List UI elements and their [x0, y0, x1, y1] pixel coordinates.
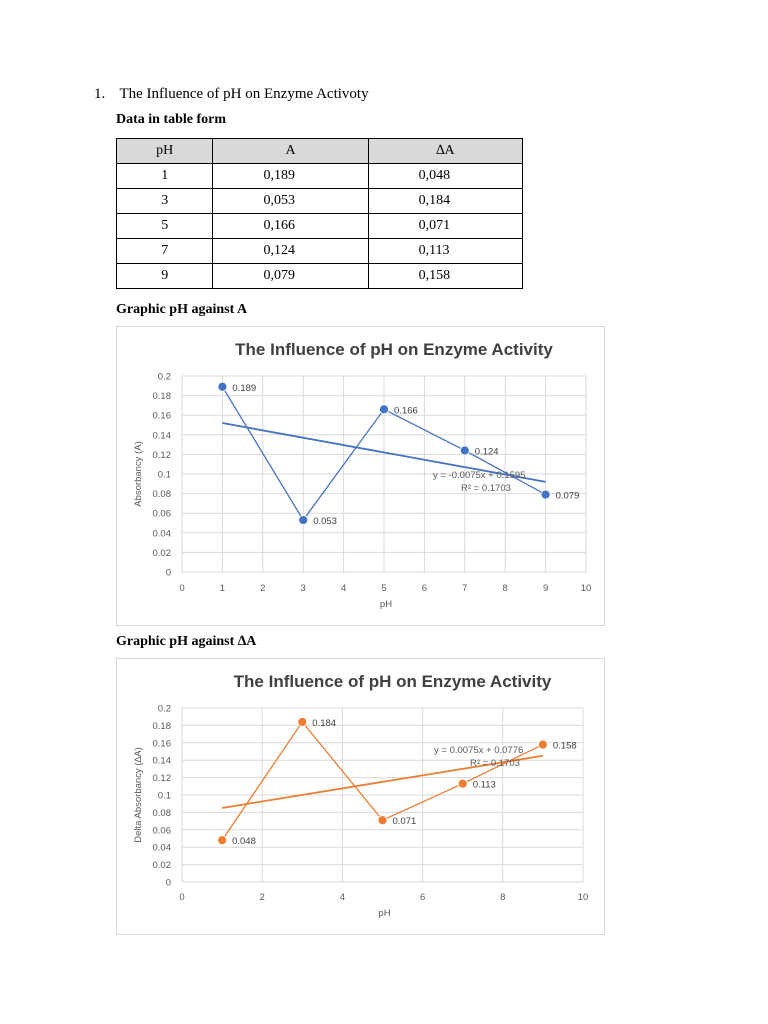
- section-title: The Influence of pH on Enzyme Activoty: [119, 86, 369, 102]
- data-point: [460, 446, 469, 455]
- y-tick-label: 0: [165, 877, 171, 889]
- data-label: 0.124: [474, 446, 499, 458]
- trendline-r2: R² = 0.1703: [461, 483, 511, 494]
- y-tick-label: 0.1: [157, 790, 171, 802]
- y-tick-label: 0.14: [152, 755, 171, 767]
- data-label: 0.166: [394, 405, 418, 417]
- table-cell: 0,189: [213, 164, 368, 189]
- table-heading: Data in table form: [116, 112, 227, 127]
- chart-title: The Influence of pH on Enzyme Activity: [233, 672, 552, 691]
- y-tick-label: 0.18: [152, 720, 171, 732]
- table-cell: 0,053: [213, 189, 368, 214]
- y-tick-label: 0.04: [152, 528, 171, 540]
- table-row: [117, 264, 523, 289]
- y-axis-label: Delta Absorbancy (∆A): [133, 747, 144, 843]
- data-label: 0.048: [232, 836, 256, 848]
- data-label: 0.113: [472, 779, 496, 791]
- table-cell: 1: [117, 164, 213, 189]
- y-tick-label: 0.16: [152, 410, 171, 422]
- x-tick-label: 0: [179, 583, 185, 594]
- table-cell: 0,048: [368, 164, 522, 189]
- y-tick-label: 0.12: [152, 449, 171, 461]
- trendline-equation: y = 0.0075x + 0.0776: [434, 745, 524, 756]
- x-tick-label: 2: [260, 583, 266, 594]
- data-point: [541, 490, 550, 499]
- chart-ph-vs-delta-a: [116, 658, 605, 935]
- y-tick-label: 0.02: [152, 860, 171, 872]
- table-cell: 5: [117, 214, 213, 239]
- y-tick-label: 0.16: [152, 738, 171, 750]
- data-point: [299, 516, 308, 525]
- y-tick-label: 0: [165, 567, 171, 579]
- table-cell: 0,079: [213, 264, 368, 289]
- x-tick-label: 10: [577, 892, 589, 903]
- graph2-heading: Graphic pH against ∆A: [116, 634, 257, 649]
- data-label: 0.079: [555, 490, 580, 502]
- table-cell: 3: [117, 189, 213, 214]
- table-cell: 7: [117, 239, 213, 264]
- x-tick-label: 7: [462, 583, 468, 594]
- data-label: 0.189: [232, 382, 257, 394]
- data-label: 0.184: [312, 717, 337, 729]
- x-tick-label: 4: [340, 583, 347, 594]
- table-cell: 0,071: [368, 214, 522, 239]
- x-tick-label: 9: [542, 583, 549, 594]
- data-point: [380, 405, 389, 414]
- y-tick-label: 0.12: [152, 773, 171, 785]
- y-tick-label: 0.04: [152, 842, 171, 854]
- table-row: [117, 214, 523, 239]
- table-cell: 0,124: [213, 239, 368, 264]
- x-tick-label: 5: [381, 583, 387, 594]
- y-tick-label: 0.08: [152, 807, 171, 819]
- x-tick-label: 8: [500, 892, 506, 903]
- x-tick-label: 10: [580, 583, 592, 594]
- data-table: [116, 138, 523, 289]
- trendline-r2: R² = 0.1703: [470, 758, 520, 769]
- chart-svg: [117, 327, 604, 625]
- x-axis-label: pH: [378, 908, 391, 919]
- table-header-row: [117, 139, 523, 164]
- chart-svg: [117, 659, 604, 934]
- graph1-heading: Graphic pH against A: [116, 302, 248, 317]
- table-row: [117, 164, 523, 189]
- data-point: [218, 836, 227, 845]
- table-row: [117, 239, 523, 264]
- x-axis-label: pH: [379, 599, 393, 610]
- table-cell: 9: [117, 264, 213, 289]
- y-tick-label: 0.1: [157, 469, 171, 481]
- y-tick-label: 0.08: [152, 489, 171, 501]
- trendline-equation: y = -0.0075x + 0.1595: [433, 470, 526, 481]
- data-point: [458, 779, 467, 788]
- table-header-a: A: [213, 139, 368, 164]
- section-number: 1.: [94, 86, 106, 102]
- data-label: 0.071: [392, 816, 417, 828]
- data-label: 0.053: [313, 516, 337, 528]
- table-header-ph: pH: [117, 139, 213, 164]
- x-tick-label: 6: [421, 583, 428, 594]
- x-tick-label: 6: [419, 892, 426, 903]
- y-tick-label: 0.02: [152, 547, 171, 559]
- data-point: [538, 740, 547, 749]
- table-cell: 0,166: [213, 214, 368, 239]
- data-point: [298, 717, 307, 726]
- data-label: 0.158: [552, 740, 577, 752]
- table-cell: 0,184: [368, 189, 522, 214]
- chart-title: The Influence of pH on Enzyme Activity: [235, 340, 553, 359]
- section-heading: [94, 86, 369, 103]
- x-tick-label: 1: [219, 583, 226, 594]
- y-axis-label: Absorbancy (A): [133, 441, 144, 507]
- y-tick-label: 0.06: [152, 825, 171, 837]
- x-tick-label: 2: [259, 892, 265, 903]
- x-tick-label: 3: [300, 583, 306, 594]
- y-tick-label: 0.2: [157, 371, 171, 383]
- table-cell: 0,158: [368, 264, 522, 289]
- x-tick-label: 4: [339, 892, 346, 903]
- data-point: [378, 816, 387, 825]
- x-tick-label: 0: [179, 892, 185, 903]
- chart-ph-vs-a: [116, 326, 605, 626]
- x-tick-label: 8: [502, 583, 508, 594]
- table-header-delta-a: ∆A: [368, 139, 522, 164]
- y-tick-label: 0.06: [152, 508, 171, 520]
- table-cell: 0,113: [368, 239, 522, 264]
- y-tick-label: 0.2: [157, 703, 171, 715]
- data-point: [218, 382, 227, 391]
- y-tick-label: 0.18: [152, 391, 171, 403]
- table-row: [117, 189, 523, 214]
- y-tick-label: 0.14: [152, 430, 171, 442]
